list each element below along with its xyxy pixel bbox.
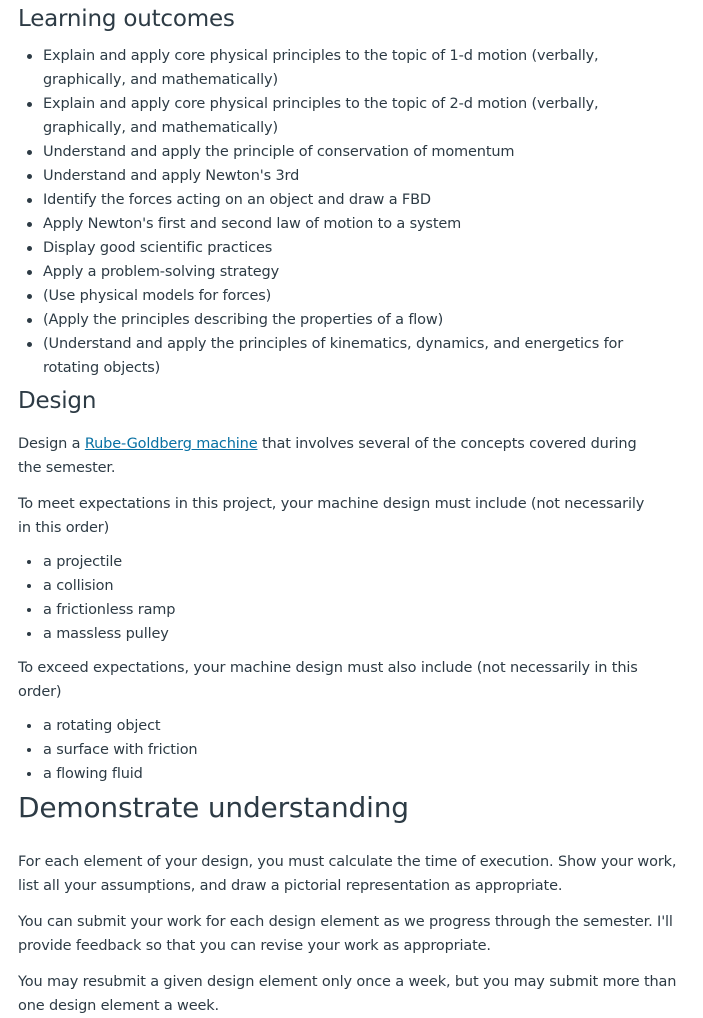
- list-item: Apply Newton's first and second law of motion to a system: [18, 212, 685, 236]
- list-item: a projectile: [18, 550, 685, 574]
- list-item: Display good scientific practices: [18, 236, 685, 260]
- bullet-icon: [27, 246, 32, 251]
- bullet-icon: [27, 724, 31, 728]
- bullet-icon: [27, 772, 31, 776]
- bullet-icon: [27, 342, 32, 347]
- list-item: Explain and apply core physical principles to the topic of 2-d motion (verbally, graphically, and mathematically): [18, 92, 685, 140]
- paragraph: You can submit your work for each design element as we progress through the semester. I'll provide feedback so that you can revise your work as appropriate.: [18, 914, 673, 954]
- bullet-icon: [27, 102, 32, 107]
- list-item: Identify the forces acting on an object and draw a FBD: [18, 188, 685, 212]
- list-item: a surface with friction: [18, 738, 685, 762]
- list-item: (Use physical models for forces): [18, 284, 685, 308]
- list-item: Explain and apply core physical principles to the topic of 1-d motion (verbally, graphically, and mathematically): [18, 44, 685, 92]
- rube-goldberg-link[interactable]: Rube-Goldberg machine: [84, 436, 258, 452]
- learning-outcomes-heading: Learning outcomes: [18, 6, 235, 32]
- learning-outcomes-list: [18, 44, 685, 380]
- bullet-icon: [27, 748, 31, 752]
- bullet-icon: [27, 584, 31, 588]
- list-item: a collision: [18, 574, 685, 598]
- bullet-icon: [27, 174, 32, 179]
- bullet-icon: [27, 222, 32, 227]
- demonstrate-understanding-heading: Demonstrate understanding: [18, 791, 409, 824]
- bullet-icon: [27, 632, 31, 636]
- bullet-icon: [27, 150, 32, 155]
- list-item: a massless pulley: [18, 622, 685, 646]
- bullet-icon: [27, 608, 31, 612]
- list-item: a rotating object: [18, 714, 685, 738]
- list-item: Apply a problem-solving strategy: [18, 260, 685, 284]
- list-item: a flowing fluid: [18, 762, 685, 786]
- meets-expectations-text: To meet expectations in this project, your machine design must include (not necessarily in this order): [18, 496, 645, 536]
- meets-expectations-list: [18, 550, 685, 646]
- bullet-icon: [27, 294, 32, 299]
- bullet-icon: [27, 560, 31, 564]
- list-item: Understand and apply the principle of conservation of momentum: [18, 140, 685, 164]
- bullet-icon: [27, 318, 32, 323]
- paragraph: For each element of your design, you must calculate the time of execution. Show your work, list all your assumptions, and draw a pictorial representation as appropriate.: [18, 854, 677, 894]
- design-intro: Design a Rube-Goldberg machine that involves several of the concepts covered during the semester.: [18, 436, 637, 476]
- bullet-icon: [27, 198, 32, 203]
- bullet-icon: [27, 54, 32, 59]
- exceeds-expectations-list: [18, 714, 685, 786]
- design-heading: Design: [18, 388, 97, 414]
- list-item: (Understand and apply the principles of kinematics, dynamics, and energetics for rotating objects): [18, 332, 685, 380]
- list-item: (Apply the principles describing the properties of a flow): [18, 308, 685, 332]
- paragraph: You may resubmit a given design element only once a week, but you may submit more than one design element a week.: [18, 974, 677, 1014]
- list-item: a frictionless ramp: [18, 598, 685, 622]
- list-item: Understand and apply Newton's 3rd: [18, 164, 685, 188]
- exceeds-expectations-text: To exceed expectations, your machine design must also include (not necessarily in this order): [18, 660, 638, 700]
- bullet-icon: [27, 270, 32, 275]
